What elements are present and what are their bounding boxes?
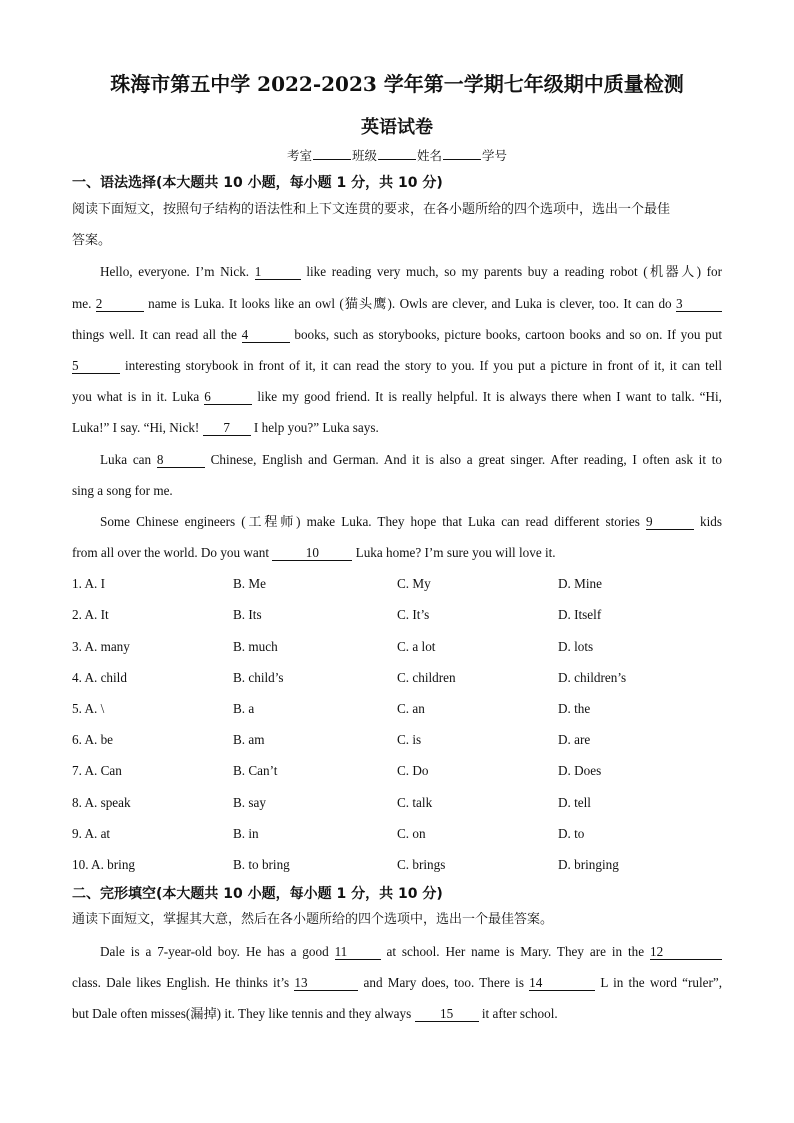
options-q3 xyxy=(72,639,732,655)
passage2-line: Dale is a 7-year-old boy. He has a good 11 at school. Her name is Mary. They are in the 12 xyxy=(100,944,722,960)
blank-12[interactable]: 12 xyxy=(650,945,722,960)
passage1-line: things well. It can read all the 4 books, such as storybooks, picture books, cartoon books and so on. If you put xyxy=(72,327,722,342)
passage2-line: but Dale often misses(漏掉) it. They like tennis and they always 15 it after school. xyxy=(72,1006,558,1021)
blank-7[interactable]: 7 xyxy=(203,421,251,436)
option-a[interactable]: 2. A. It xyxy=(72,607,109,622)
options-q2 xyxy=(72,607,732,623)
blank-6[interactable]: 6 xyxy=(204,390,252,405)
option-a[interactable]: 5. A. \ xyxy=(72,701,105,716)
section2-heading: 二、完形填空(本大题共 10 小题，每小题 1 分，共 10 分) xyxy=(72,886,443,902)
option-b[interactable]: B. a xyxy=(233,701,255,716)
option-a[interactable]: 6. A. be xyxy=(72,732,114,747)
section1-instructions-line2: 答案。 xyxy=(72,233,112,248)
option-d[interactable]: D. bringing xyxy=(558,857,619,872)
room-blank[interactable] xyxy=(313,147,351,160)
option-d[interactable]: D. Itself xyxy=(558,607,602,622)
option-c[interactable]: C. an xyxy=(397,701,425,716)
option-b[interactable]: B. much xyxy=(233,639,278,654)
option-d[interactable]: D. are xyxy=(558,732,591,747)
blank-11[interactable]: 11 xyxy=(335,945,381,960)
exam-subtitle: 英语试卷 xyxy=(361,117,433,138)
options-q8 xyxy=(72,795,732,811)
blank-14[interactable]: 14 xyxy=(529,976,595,991)
option-c[interactable]: C. Do xyxy=(397,763,429,778)
passage1-line: me. 2 name is Luka. It looks like an owl (猫头鹰). Owls are clever, and Luka is clever, too. It can do 3 xyxy=(72,296,722,312)
info-name-label: 姓名 xyxy=(417,148,443,163)
options-q9 xyxy=(72,826,732,842)
passage1-line: you what is in it. Luka 6 like my good friend. It is really helpful. It is always there when I want to talk. “Hi, xyxy=(72,389,722,404)
blank-3[interactable]: 3 xyxy=(676,297,722,312)
info-room-label: 考室 xyxy=(286,148,312,163)
option-d[interactable]: D. Mine xyxy=(558,576,602,591)
passage2-line: class. Dale likes English. He thinks it’s 13 and Mary does, too. There is 14 L in the word “ruler”, xyxy=(72,975,722,990)
options-q1 xyxy=(72,576,732,592)
option-a[interactable]: 1. A. I xyxy=(72,576,105,591)
blank-8[interactable]: 8 xyxy=(157,453,205,468)
option-a[interactable]: 4. A. child xyxy=(72,670,127,685)
option-b[interactable]: B. child’s xyxy=(233,670,284,685)
option-d[interactable]: D. to xyxy=(558,826,585,841)
option-a[interactable]: 8. A. speak xyxy=(72,795,131,810)
passage1-line: 5 interesting storybook in front of it, it can read the story to you. If you put a picture in front of it, it can tell xyxy=(72,358,722,373)
option-d[interactable]: D. Does xyxy=(558,763,602,778)
info-class-label: 班级 xyxy=(351,148,377,163)
blank-4[interactable]: 4 xyxy=(242,328,290,343)
section1-instructions-line1: 阅读下面短文，按照句子结构的语法性和上下文连贯的要求，在各小题所给的四个选项中，选出一个最佳 xyxy=(72,202,671,217)
option-c[interactable]: C. a lot xyxy=(397,639,436,654)
passage1-line: Hello, everyone. I’m Nick. 1 like reading very much, so my parents buy a reading robot (机器人) for xyxy=(100,264,722,279)
options-q5 xyxy=(72,701,732,717)
option-a[interactable]: 3. A. many xyxy=(72,639,130,654)
options-q10 xyxy=(72,857,732,873)
option-c[interactable]: C. on xyxy=(397,826,426,841)
option-c[interactable]: C. talk xyxy=(397,795,433,810)
option-b[interactable]: B. say xyxy=(233,795,266,810)
passage1-line: Luka!” I say. “Hi, Nick! 7 I help you?” Luka says. xyxy=(72,420,379,435)
name-blank[interactable] xyxy=(443,147,481,160)
option-a[interactable]: 7. A. Can xyxy=(72,763,122,778)
option-c[interactable]: C. children xyxy=(397,670,456,685)
options-q7 xyxy=(72,763,732,779)
option-d[interactable]: D. the xyxy=(558,701,591,716)
passage1-line: sing a song for me. xyxy=(72,483,173,498)
blank-10[interactable]: 10 xyxy=(272,546,352,561)
option-c[interactable]: C. It’s xyxy=(397,607,430,622)
passage1-line: Luka can 8 Chinese, English and German. And it is also a great singer. After reading, I often ask it to xyxy=(100,452,722,467)
option-a[interactable]: 10. A. bring xyxy=(72,857,136,872)
passage1-line: Some Chinese engineers (工程师) make Luka. They hope that Luka can read different stories 9 kids xyxy=(100,514,723,529)
option-c[interactable]: C. brings xyxy=(397,857,446,872)
option-d[interactable]: D. lots xyxy=(558,639,594,654)
class-blank[interactable] xyxy=(378,147,416,160)
option-b[interactable]: B. Can’t xyxy=(233,763,278,778)
blank-1[interactable]: 1 xyxy=(255,265,301,280)
option-a[interactable]: 9. A. at xyxy=(72,826,111,841)
blank-13[interactable]: 13 xyxy=(294,976,358,991)
blank-9[interactable]: 9 xyxy=(646,515,694,530)
option-c[interactable]: C. My xyxy=(397,576,431,591)
options-q6 xyxy=(72,732,732,748)
blank-15[interactable]: 15 xyxy=(415,1007,479,1022)
student-info xyxy=(0,146,794,164)
option-b[interactable]: B. to bring xyxy=(233,857,290,872)
exam-title: 珠海市第五中学 2022-2023 学年第一学期七年级期中质量检测 xyxy=(110,72,684,96)
option-b[interactable]: B. in xyxy=(233,826,259,841)
option-b[interactable]: B. am xyxy=(233,732,265,747)
option-b[interactable]: B. Its xyxy=(233,607,262,622)
blank-5[interactable]: 5 xyxy=(72,359,120,374)
section2-instructions: 通读下面短文，掌握其大意，然后在各小题所给的四个选项中，选出一个最佳答案。 xyxy=(72,912,554,927)
info-number-label: 学号 xyxy=(482,148,508,163)
option-d[interactable]: D. tell xyxy=(558,795,591,810)
option-c[interactable]: C. is xyxy=(397,732,422,747)
options-q4 xyxy=(72,670,732,686)
option-b[interactable]: B. Me xyxy=(233,576,266,591)
section1-heading: 一、语法选择(本大题共 10 小题，每小题 1 分，共 10 分) xyxy=(72,175,443,191)
blank-2[interactable]: 2 xyxy=(96,297,144,312)
passage1-line: from all over the world. Do you want 10 Luka home? I’m sure you will love it. xyxy=(72,545,556,560)
option-d[interactable]: D. children’s xyxy=(558,670,627,685)
